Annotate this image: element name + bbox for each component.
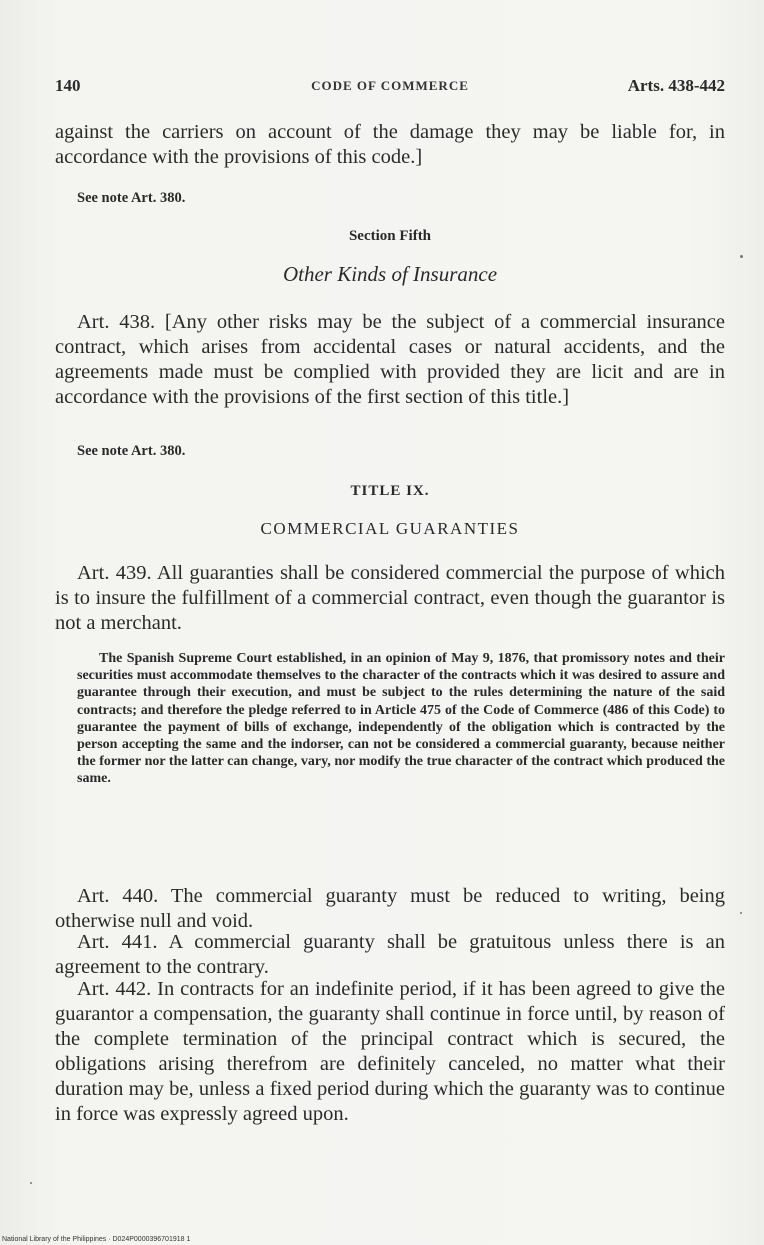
article-range: Arts. 438-442 — [627, 76, 725, 95]
section-heading: Section Fifth — [348, 228, 432, 244]
article-439-annotation: The Spanish Supreme Court established, in an opinion of May 9, 1876, that promissory notes and their securities must accommodate themselves to the character of the contracts which it was desired to assure and guarantee through their execution, and must be subject to the rules determining the nature of the said contracts; and therefore the pledge referred to in Article 475 of the Code of Commerce (486 of this Code) to guarantee the payment of bills of exchange, independently of the obligation which is contracted by the person accepting the same and the indorser, can not be considered a commercial guaranty, because neither the former nor the latter can change, vary, nor modify the true character of the contract which produced the same. — [77, 651, 725, 787]
article-441: Art. 441. A commercial guaranty shall be gratuitous unless there is an agreement to the contrary. — [55, 931, 725, 978]
scan-speck — [740, 912, 742, 914]
see-note-1: See note Art. 380. — [77, 190, 186, 206]
article-440: Art. 440. The commercial guaranty must be reduced to writing, being otherwise null and void. — [55, 885, 725, 932]
continuation-paragraph: against the carriers on account of the damage they may be liable for, in accordance with the provisions of this code.] — [55, 121, 725, 168]
title-ix: TITLE IX. — [350, 483, 430, 499]
scan-speck — [30, 1182, 32, 1184]
page-number: 140 — [55, 76, 81, 95]
scan-speck — [740, 255, 743, 258]
see-note-2: See note Art. 380. — [77, 443, 186, 459]
page-header — [55, 76, 725, 100]
running-title: CODE OF COMMERCE — [311, 78, 469, 93]
article-438: Art. 438. [Any other risks may be the subject of a commercial insurance contract, which arises from accidental cases or natural accidents, and the agreements made must be complied with provided they are licit and are in accordance with the provisions of the first section of this title.] — [55, 311, 725, 408]
section-title: Other Kinds of Insurance — [282, 262, 498, 286]
article-442: Art. 442. In contracts for an indefinite period, if it has been agreed to give the guarantor a compensation, the guaranty shall continue in force until, by reason of the complete termination of the principal contract which is secured, the obligations arising therefrom are definitely canceled, no matter what their duration may be, unless a fixed period during which the guaranty was to continue in force was expressly agreed upon. — [55, 978, 725, 1125]
article-439: Art. 439. All guaranties shall be considered commercial the purpose of which is to insure the fulfillment of a commercial contract, even though the guarantor is not a merchant. — [55, 562, 725, 634]
title-ix-heading: COMMERCIAL GUARANTIES — [260, 519, 520, 538]
footer-caption: National Library of the Philippines · D024P0000396701918 1 — [2, 1236, 191, 1243]
